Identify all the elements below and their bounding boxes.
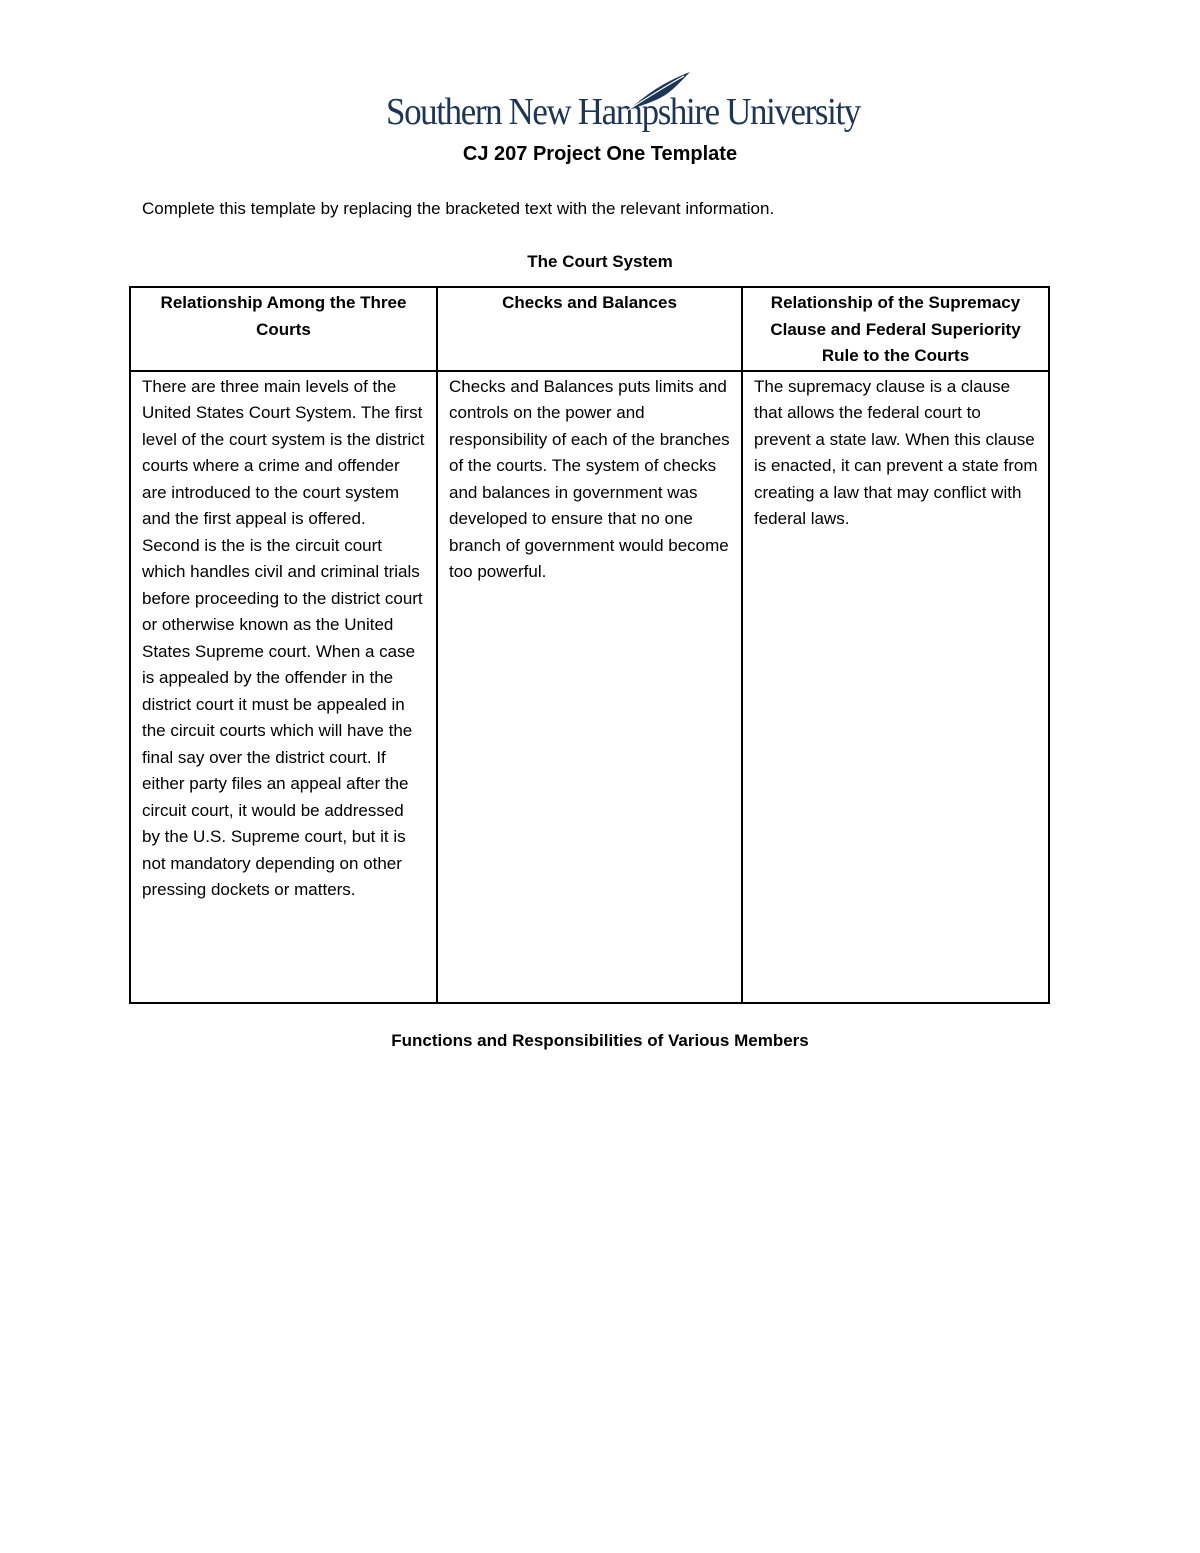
instructions-text: Complete this template by replacing the bracketed text with the relevant information. [142, 199, 775, 218]
table-row [130, 371, 1049, 1003]
table-header-row [130, 287, 1049, 371]
column-header-relationship-courts: Relationship Among the Three Courts [130, 287, 437, 371]
logo-text: Southern New Hampshire University [386, 91, 860, 133]
court-system-heading: The Court System [527, 252, 673, 271]
court-system-table [129, 286, 1050, 1004]
feather-icon [624, 70, 694, 112]
column-header-checks-balances: Checks and Balances [437, 287, 742, 371]
cell-checks-balances: Checks and Balances puts limits and controls on the power and responsibility of each of the branches of the courts. The system of checks and balances in government was developed to ensure that no one branch of government would become too powerful. [437, 371, 742, 1003]
university-logo [386, 70, 860, 136]
document-title: CJ 207 Project One Template [462, 143, 738, 165]
functions-heading: Functions and Responsibilities of Various Members [391, 1031, 809, 1050]
cell-relationship-courts: There are three main levels of the United States Court System. The first level of the court system is the district courts where a crime and offender are introduced to the court system and the first appeal is offered. Second is the is the circuit court which handles civil and criminal trials before proceeding to the district court or otherwise known as the United States Supreme court. When a case is appealed by the offender in the district court it must be appealed in the circuit courts which will have the final say over the district court. If either party files an appeal after the circuit court, it would be addressed by the U.S. Supreme court, but it is not mandatory depending on other pressing dockets or matters. [130, 371, 437, 1003]
cell-supremacy-clause: The supremacy clause is a clause that allows the federal court to prevent a state law. When this clause is enacted, it can prevent a state from creating a law that may conflict with federal laws. [742, 371, 1049, 1003]
column-header-supremacy-clause: Relationship of the Supremacy Clause and Federal Superiority Rule to the Courts [742, 287, 1049, 371]
